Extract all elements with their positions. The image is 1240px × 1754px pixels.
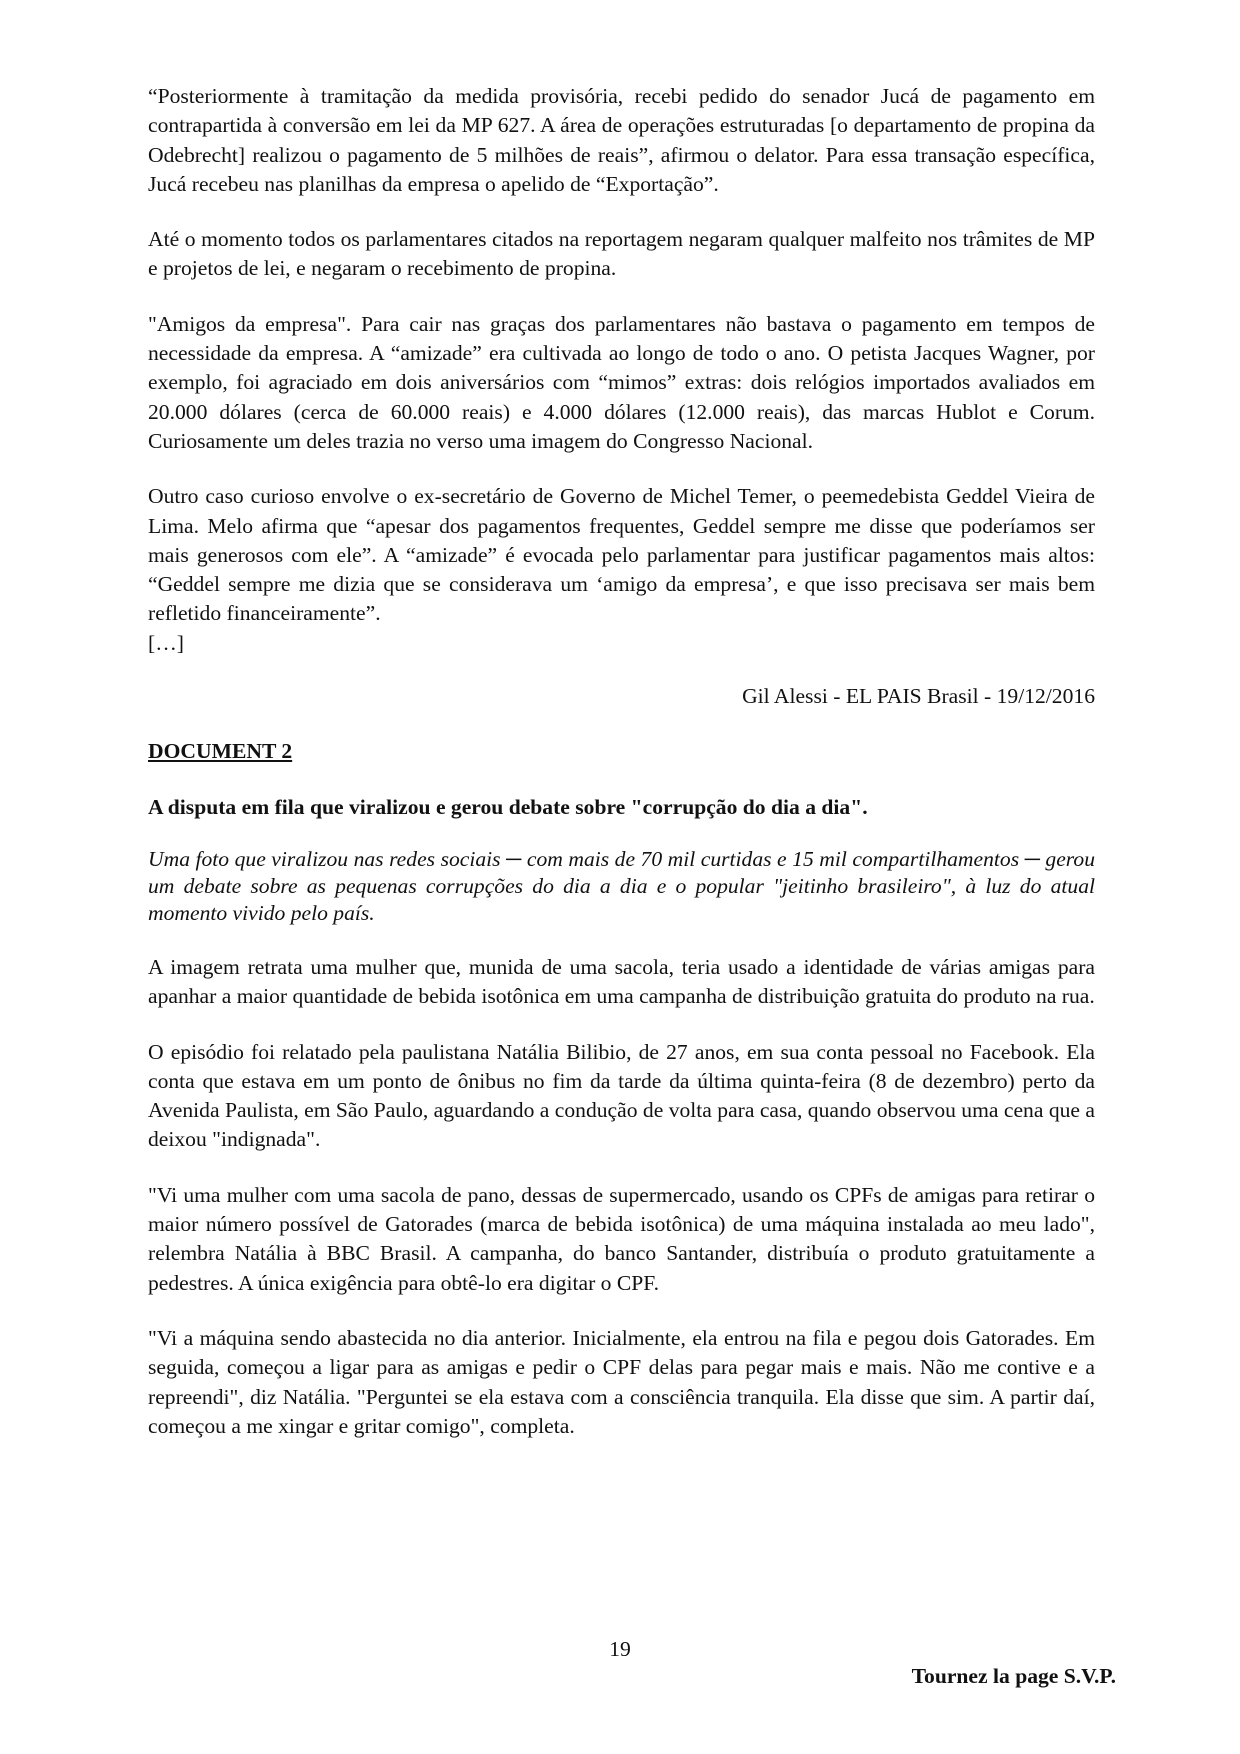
doc1-paragraph-1: “Posteriormente à tramitação da medida provisória, recebi pedido do senador Jucá de pagamento em contrapartida à conversão em lei da MP 627. A área de operações estruturadas [o departamento de propina da Odebrecht] realizou o pagamento de 5 milhões de reais”, afirmou o delator. Para essa transação específica, Jucá recebeu nas planilhas da empresa o apelido de “Exportação”. [148,84,1095,196]
doc2-paragraph-2: O episódio foi relatado pela paulistana Natália Bilibio, de 27 anos, em sua conta pessoal no Facebook. Ela conta que estava em um ponto de ônibus no fim da tarde da última quinta-feira (8 de dezembro) perto da Avenida Paulista, em São Paulo, aguardando a condução de volta para casa, quando observou uma cena que a deixou "indignada". [148,1039,1095,1152]
page-number: 19 [609,1637,631,1661]
turn-page-note: Tournez la page S.V.P. [911,1664,1116,1688]
doc1-paragraph-2: Até o momento todos os parlamentares citados na reportagem negaram qualquer malfeito nos trâmites de MP e projetos de lei, e negaram o recebimento de propina. [148,227,1095,281]
page-content [148,82,1095,1441]
doc2-paragraph-1: A imagem retrata uma mulher que, munida de uma sacola, teria usado a identidade de várias amigas para apanhar a maior quantidade de bebida isotônica em uma campanha de distribuição gratuita do produto na rua. [148,954,1095,1009]
doc1-source: Gil Alessi - EL PAIS Brasil - 19/12/2016 [742,684,1095,709]
doc2-lead: Uma foto que viralizou nas redes sociais ─ com mais de 70 mil curtidas e 15 mil compartilhamentos ─ gerou um debate sobre as pequenas corrupções do dia a dia e o popular "jeitinho brasileiro", à luz do atual momento vivido pelo país. [148,846,1095,925]
doc1-paragraph-4: Outro caso curioso envolve o ex-secretário de Governo de Michel Temer, o peemedebista Geddel Vieira de Lima. Melo afirma que “apesar dos pagamentos frequentes, Geddel sempre me disse que poderíamos ser mais generosos com ele”. A “amizade” é evocada pelo parlamentar para justificar pagamentos mais altos: “Geddel sempre me dizia que se considerava um ‘amigo da empresa’, e que isso precisava ser mais bem refletido financeiramente”. [148,484,1095,626]
doc2-headline: A disputa em fila que viralizou e gerou debate sobre "corrupção do dia a dia". [148,794,868,819]
doc1-paragraph-3: "Amigos da empresa". Para cair nas graças dos parlamentares não bastava o pagamento em tempos de necessidade da empresa. A “amizade” era cultivada ao longo de todo o ano. O petista Jacques Wagner, por exemplo, foi agraciado em dois aniversários com “mimos” extras: dois relógios importados avaliados em 20.000 dólares (cerca de 60.000 reais) e 4.000 dólares (12.000 reais), das marcas Hublot e Corum. Curiosamente um deles trazia no verso uma imagem do Congresso Nacional. [148,311,1095,453]
doc2-paragraph-3: "Vi uma mulher com uma sacola de pano, dessas de supermercado, usando os CPFs de amigas para retirar o maior número possível de Gatorades (marca de bebida isotônica) de uma máquina instalada ao meu lado", relembra Natália à BBC Brasil. A campanha, do banco Santander, distribuía o produto gratuitamente a pedestres. A única exigência para obtê-lo era digitar o CPF. [148,1182,1095,1295]
omission-marker: […] [148,630,184,655]
document-2-label: DOCUMENT 2 [148,739,293,764]
doc2-paragraph-4: "Vi a máquina sendo abastecida no dia anterior. Inicialmente, ela entrou na fila e pegou dois Gatorades. Em seguida, começou a ligar para as amigas e pedir o CPF delas para pegar mais e mais. Não me contive e a repreendi", diz Natália. "Perguntei se ela estava com a consciência tranquila. Ela disse que sim. A partir daí, começou a me xingar e gritar comigo", completa. [148,1325,1095,1438]
